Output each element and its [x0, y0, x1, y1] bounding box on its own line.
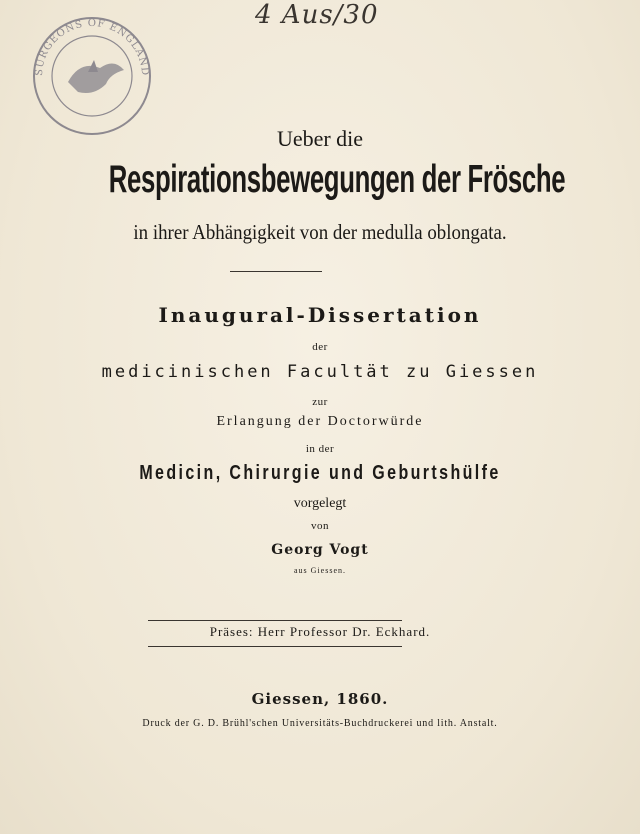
main-title: Respirationsbewegungen der Frösche — [108, 158, 566, 201]
praeses-line: Präses: Herr Professor Dr. Eckhard. — [209, 624, 431, 639]
dissertation-heading: Inaugural-Dissertation — [158, 303, 482, 327]
label-zur: zur — [312, 396, 328, 408]
divider-bottom — [148, 646, 402, 647]
title-line-3: in ihrer Abhängigkeit von der medulla oblongata. — [133, 220, 507, 244]
divider-top — [148, 620, 402, 621]
place-year: Giessen, 1860. — [251, 690, 389, 708]
fields-line: Medicin, Chirurgie und Geburtshülfe — [139, 462, 501, 484]
faculty-line: medicinischen Facultät zu Giessen — [101, 362, 539, 382]
printer-line: Druck der G. D. Brühl'schen Universitäts-Buchdruckerei und lith. Anstalt. — [142, 718, 498, 729]
divider — [230, 271, 322, 272]
label-von: von — [311, 520, 329, 532]
label-der: der — [312, 341, 328, 353]
author-name: Georg Vogt — [271, 542, 369, 558]
handwritten-note: 4 Aus/30 — [255, 0, 379, 30]
label-in-der: in der — [305, 443, 335, 455]
library-stamp-icon — [28, 12, 156, 140]
author-origin: aus Giessen. — [294, 566, 346, 575]
purpose-line: Erlangung der Doctorwürde — [216, 414, 424, 429]
label-vorgelegt: vorgelegt — [293, 496, 347, 511]
title-line-1: Ueber die — [276, 126, 364, 151]
stamp-text: SURGEONS OF ENGLAND — [33, 17, 151, 77]
